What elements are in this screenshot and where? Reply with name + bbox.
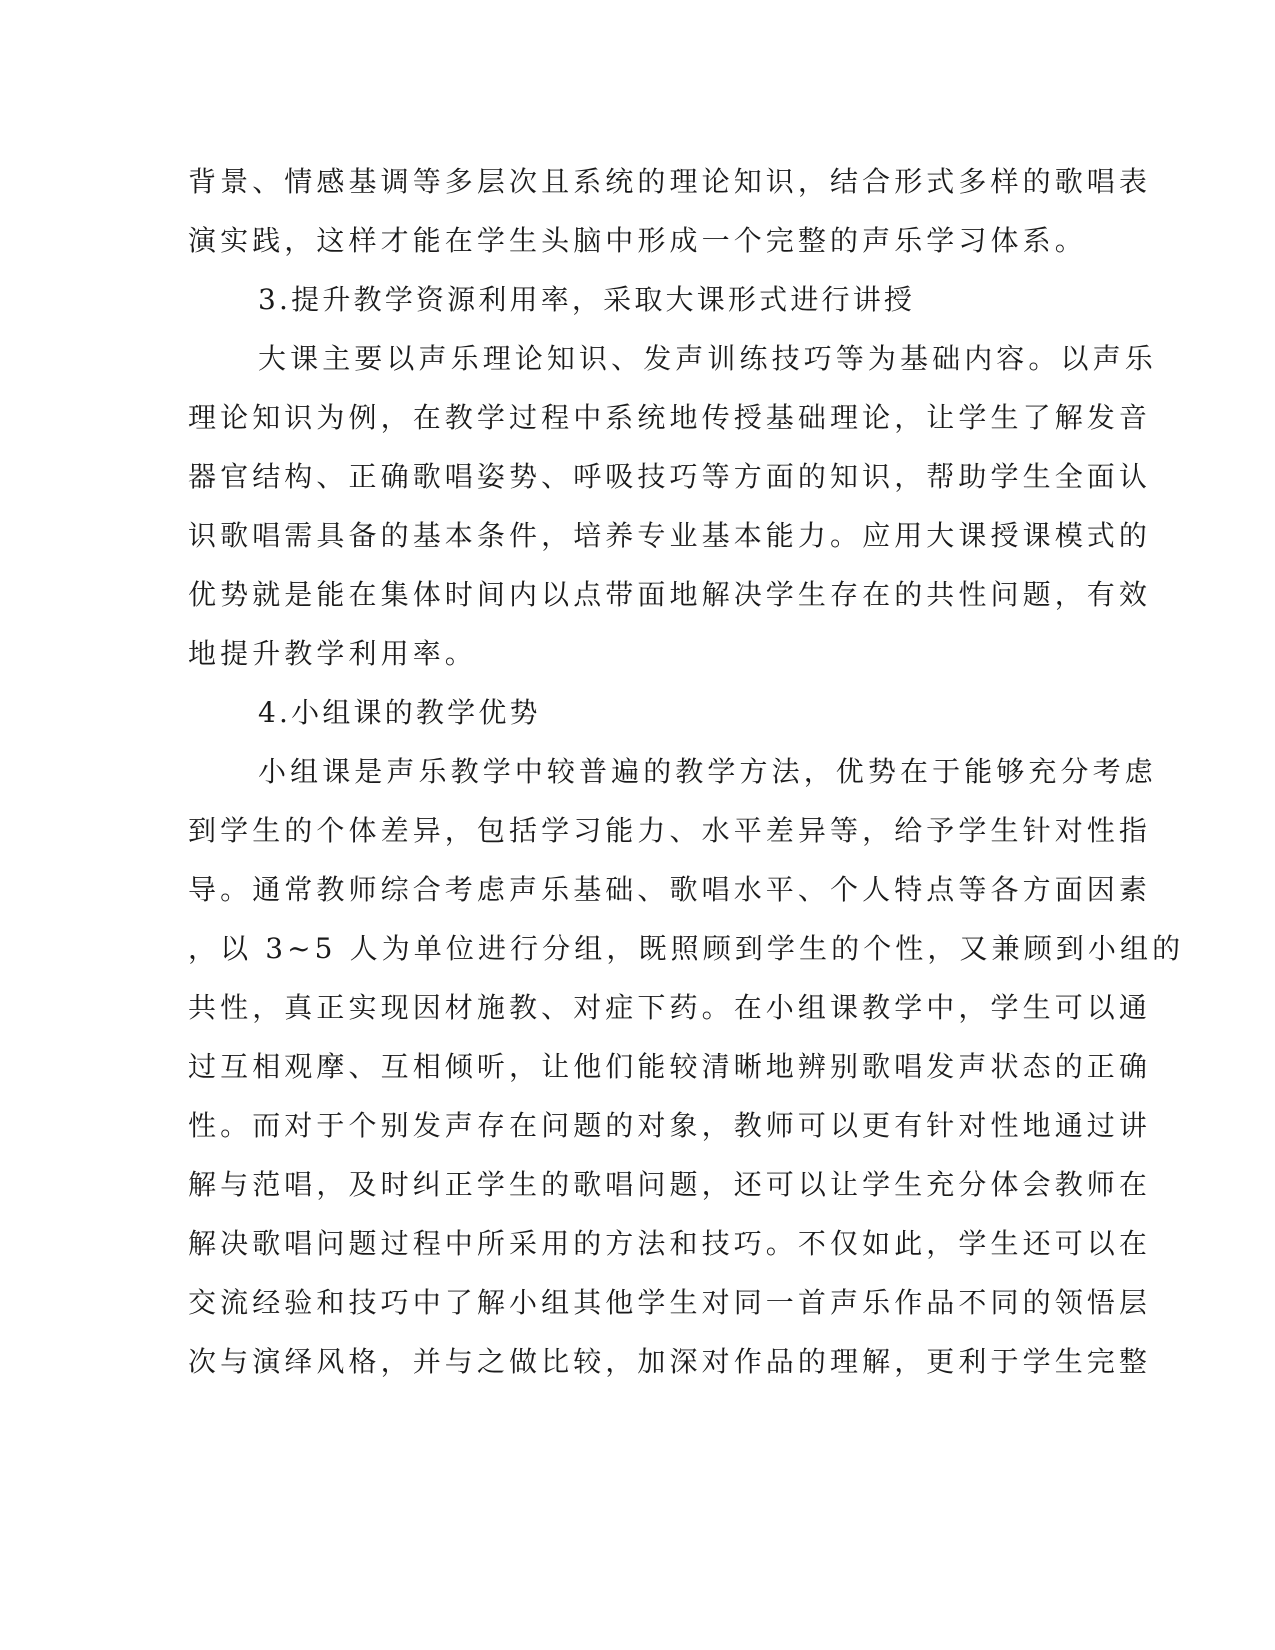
paragraph-line: 理论知识为例，在教学过程中系统地传授基础理论，让学生了解发音	[188, 401, 1152, 434]
paragraph-line: 解与范唱，及时纠正学生的歌唱问题，还可以让学生充分体会教师在	[188, 1168, 1152, 1201]
paragraph-line: 性。而对于个别发声存在问题的对象，教师可以更有针对性地通过讲	[188, 1109, 1152, 1142]
paragraph-line: 地提升教学利用率。	[188, 637, 477, 670]
paragraph-line: 次与演绎风格，并与之做比较，加深对作品的理解，更利于学生完整	[188, 1345, 1152, 1378]
section-heading: 3.提升教学资源利用率，采取大课形式进行讲授	[258, 283, 916, 316]
paragraph-line: 解决歌唱问题过程中所采用的方法和技巧。不仅如此，学生还可以在	[188, 1227, 1152, 1260]
section-heading: 4.小组课的教学优势	[258, 696, 541, 729]
paragraph-line: 识歌唱需具备的基本条件，培养专业基本能力。应用大课授课模式的	[188, 519, 1152, 552]
paragraph-line: 小组课是声乐教学中较普遍的教学方法，优势在于能够充分考虑	[258, 755, 1157, 788]
paragraph-line: 器官结构、正确歌唱姿势、呼吸技巧等方面的知识，帮助学生全面认	[188, 460, 1152, 493]
paragraph-line: ，以 3~5 人为单位进行分组，既照顾到学生的个性，又兼顾到小组的	[188, 932, 1185, 965]
paragraph-line: 导。通常教师综合考虑声乐基础、歌唱水平、个人特点等各方面因素	[188, 873, 1152, 906]
paragraph-line: 到学生的个体差异，包括学习能力、水平差异等，给予学生针对性指	[188, 814, 1152, 847]
paragraph-line: 优势就是能在集体时间内以点带面地解决学生存在的共性问题，有效	[188, 578, 1152, 611]
paragraph-line: 过互相观摩、互相倾听，让他们能较清晰地辨别歌唱发声状态的正确	[188, 1050, 1152, 1083]
paragraph-line: 大课主要以声乐理论知识、发声训练技巧等为基础内容。以声乐	[258, 342, 1157, 375]
paragraph-line: 演实践，这样才能在学生头脑中形成一个完整的声乐学习体系。	[188, 224, 1087, 257]
paragraph-line: 共性，真正实现因材施教、对症下药。在小组课教学中，学生可以通	[188, 991, 1152, 1024]
paragraph-line: 背景、情感基调等多层次且系统的理论知识，结合形式多样的歌唱表	[188, 165, 1152, 198]
paragraph-line: 交流经验和技巧中了解小组其他学生对同一首声乐作品不同的领悟层	[188, 1286, 1152, 1319]
